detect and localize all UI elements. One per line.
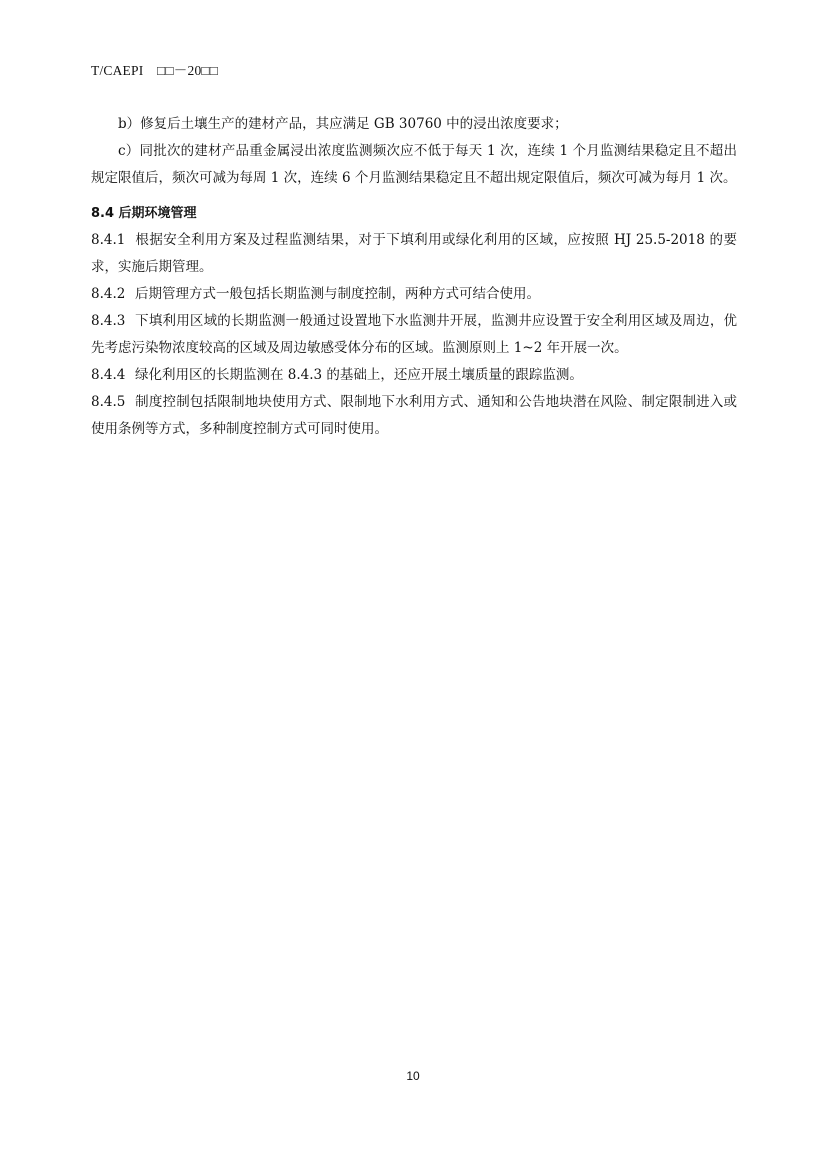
clause-number: 8.4.5 bbox=[91, 394, 126, 410]
paragraph-b: b）修复后土壤生产的建材产品，其应满足 GB 30760 中的浸出浓度要求； bbox=[118, 116, 568, 132]
clause-8-4-1 bbox=[91, 227, 737, 281]
section-spacer bbox=[91, 192, 737, 201]
clause-text: 根据安全利用方案及过程监测结果，对于下填利用或绿化利用的区域，应按照 HJ 25.5-2018 的要求，实施后期管理。 bbox=[91, 232, 737, 275]
page-number: 10 bbox=[406, 1069, 420, 1083]
clause-number: 8.4.1 bbox=[91, 232, 126, 248]
section-heading: 8.4 后期环境管理 bbox=[91, 206, 197, 221]
document-body bbox=[91, 111, 737, 443]
clause-8-4-5 bbox=[91, 389, 737, 443]
clause-8-4-2 bbox=[91, 281, 737, 308]
clause-8-4-3 bbox=[91, 308, 737, 362]
clause-number: 8.4.3 bbox=[91, 313, 126, 329]
clause-text: 绿化利用区的长期监测在 8.4.3 的基础上，还应开展土壤质量的跟踪监测。 bbox=[135, 367, 583, 383]
clause-text: 后期管理方式一般包括长期监测与制度控制，两种方式可结合使用。 bbox=[135, 286, 540, 302]
standard-code-header: T/CAEPI □□－20□□ bbox=[91, 63, 219, 78]
clause-text: 下填利用区域的长期监测一般通过设置地下水监测井开展，监测井应设置于安全利用区域及周边，优先考虑污染物浓度较高的区域及周边敏感受体分布的区域。监测原则上 1~2 年开展一次。 bbox=[91, 313, 737, 356]
paragraph-c: c）同批次的建材产品重金属浸出浓度监测频次应不低于每天 1 次，连续 1 个月监测结果稳定且不超出规定限值后，频次可减为每周 1 次，连续 6 个月监测结果稳定且不超出规定限值后，频次可减为每月 1 次。 bbox=[91, 143, 737, 186]
clause-number: 8.4.2 bbox=[91, 286, 126, 302]
clause-text: 制度控制包括限制地块使用方式、限制地下水利用方式、通知和公告地块潜在风险、制定限制进入或使用条例等方式，多种制度控制方式可同时使用。 bbox=[91, 394, 737, 437]
clause-number: 8.4.4 bbox=[91, 367, 126, 383]
clause-8-4-4 bbox=[91, 362, 737, 389]
